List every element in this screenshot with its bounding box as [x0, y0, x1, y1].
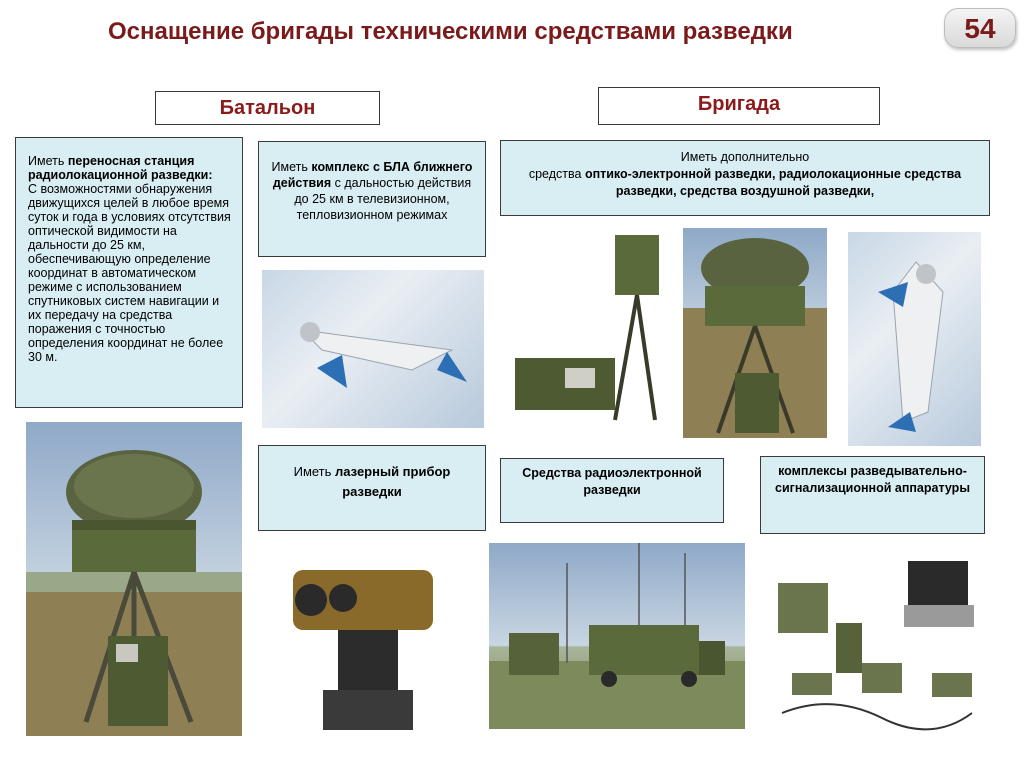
battalion-header: Батальон [155, 91, 380, 125]
battalion-uav-text-box [258, 141, 486, 257]
laser-intro: Иметь [293, 464, 336, 479]
laser-bold: лазерный прибор разведки [335, 464, 451, 499]
page-title: Оснащение бригады техническими средствами разведки [108, 18, 793, 45]
uav-intro: Иметь [271, 160, 312, 174]
page-number-badge: 54 [944, 8, 1016, 48]
brigade-header: Бригада [598, 87, 880, 125]
brigade-rsa-text-box: комплексы разведывательно-сигнализационной аппаратуры [760, 456, 985, 534]
uav-description: с дальностью действия до 25 км в телевизионном, тепловизионном режимах [294, 176, 472, 222]
brigade-rer-text-box: Средства радиоэлектронной разведки [500, 458, 724, 523]
radar-tripod-photo [683, 228, 827, 438]
optical-equipment-photo [505, 230, 675, 440]
additional-intro: средства [528, 167, 585, 181]
additional-line1: Иметь дополнительно [680, 150, 810, 164]
uav-photo [262, 270, 484, 428]
additional-bold: оптико-электронной разведки, радиолокационные средства разведки, средства воздушной разведки, [584, 167, 962, 198]
vehicles-photo [489, 543, 745, 729]
radar-intro: Иметь [28, 154, 68, 168]
battalion-radar-text-box [15, 137, 243, 408]
equipment-set-photo [772, 553, 984, 733]
radar-description: С возможностями обнаружения движущихся целей в любое время суток и года в условиях отсутствия оптической видимости на дальности до 25 км, обеспечивающую определение координат в автоматическом режиме с использованием спутниковых систем навигации и их передачу на средства поражения с точностью определения координат не более 30 м. [28, 182, 231, 364]
uav-vertical-photo [848, 232, 981, 446]
uav-bold: комплекс с БЛА ближнего действия [272, 160, 473, 190]
radar-bold: переносная станция радиолокационной разведки: [28, 154, 213, 182]
radar-station-photo [26, 422, 242, 736]
laser-device-photo [283, 550, 443, 736]
brigade-additional-text-box [500, 140, 990, 216]
battalion-laser-text-box [258, 445, 486, 531]
